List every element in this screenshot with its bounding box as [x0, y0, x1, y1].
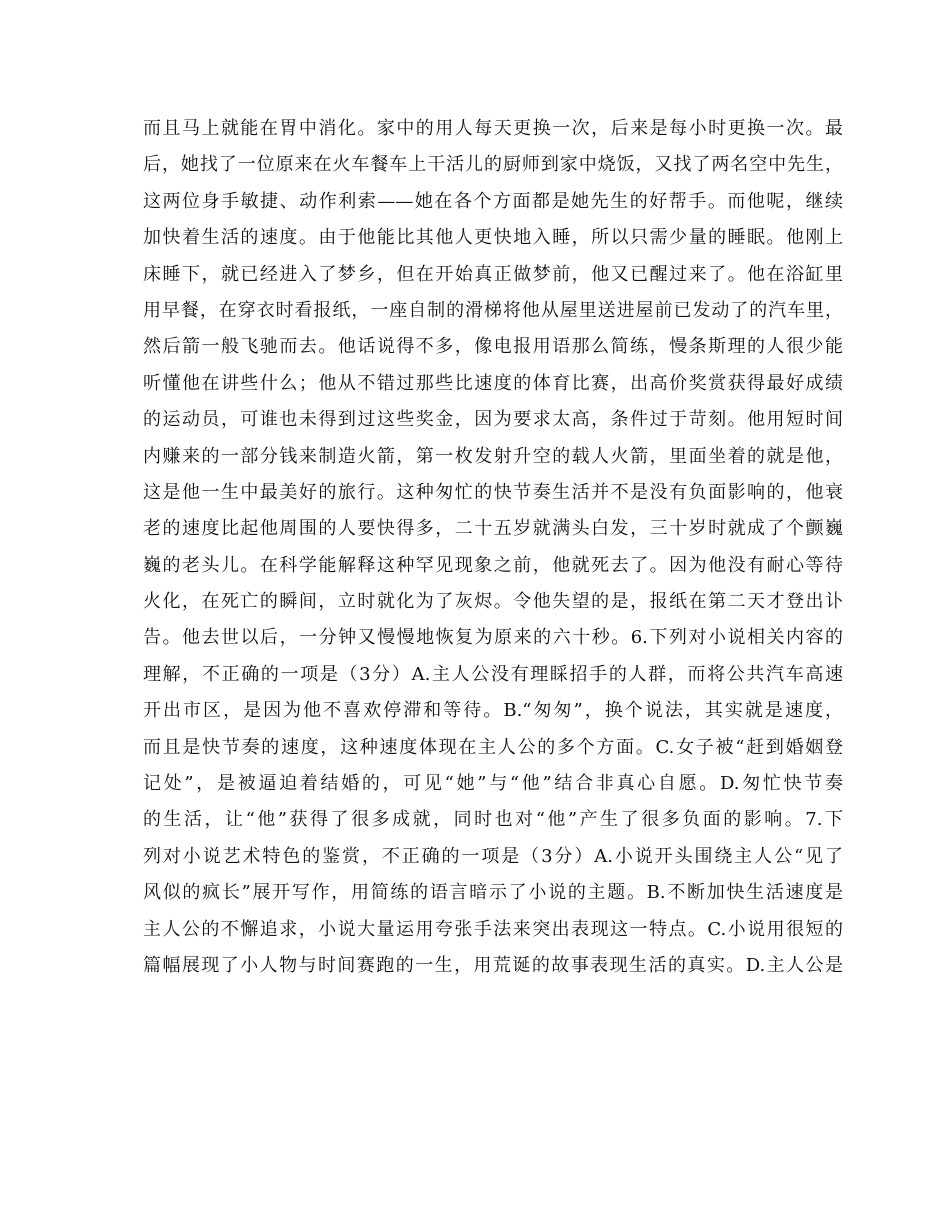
text-line: 列对小说艺术特色的鉴赏，不正确的一项是（3分）A.小说开头围绕主人公“见了 — [143, 845, 843, 867]
text-line: 理解，不正确的一项是（3分）A.主人公没有理睬招手的人群，而将公共汽车高速 — [143, 663, 843, 685]
text-line: 听懂他在讲些什么；他从不错过那些比速度的体育比赛，出高价奖赏获得最好成绩 — [143, 372, 843, 394]
text-line: 老的速度比起他周围的人要快得多，二十五岁就满头白发，三十岁时就成了个颤巍 — [143, 518, 843, 540]
text-line: 后，她找了一位原来在火车餐车上干活儿的厨师到家中烧饭，又找了两名空中先生， — [143, 154, 843, 176]
text-line: 而且是快节奏的速度，这种速度体现在主人公的多个方面。C.女子被“赶到婚姻登 — [143, 736, 843, 758]
text-line: 内赚来的一部分钱来制造火箭，第一枚发射升空的载人火箭，里面坐着的就是他， — [143, 445, 843, 467]
text-line: 风似的疯长”展开写作，用简练的语言暗示了小说的主题。B.不断加快生活速度是 — [143, 882, 843, 904]
text-line: 巍的老头儿。在科学能解释这种罕见现象之前，他就死去了。因为他没有耐心等待 — [143, 554, 843, 576]
text-line: 火化，在死亡的瞬间，立时就化为了灰烬。令他失望的是，报纸在第二天才登出讣 — [143, 591, 843, 613]
text-line: 主人公的不懈追求，小说大量运用夸张手法来突出表现这一特点。C.小说用很短的 — [143, 918, 843, 940]
body-text — [143, 111, 843, 984]
text-line: 告。他去世以后，一分钟又慢慢地恢复为原来的六十秒。6.下列对小说相关内容的 — [143, 627, 843, 649]
text-line: 而且马上就能在胃中消化。家中的用人每天更换一次，后来是每小时更换一次。最 — [143, 118, 843, 139]
text-line: 开出市区，是因为他不喜欢停滞和等待。B.“匆匆”，换个说法，其实就是速度， — [143, 700, 843, 722]
text-line: 记处”，是被逼迫着结婚的，可见“她”与“他”结合非真心自愿。D.匆忙快节奏 — [143, 773, 843, 795]
text-line: 这是他一生中最美好的旅行。这种匆忙的快节奏生活并不是没有负面影响的，他衰 — [143, 481, 843, 503]
text-line: 然后箭一般飞驰而去。他话说得不多，像电报用语那么简练，慢条斯理的人很少能 — [143, 336, 843, 358]
text-line: 篇幅展现了小人物与时间赛跑的一生，用荒诞的故事表现生活的真实。D.主人公是 — [143, 954, 843, 976]
text-line: 的生活，让“他”获得了很多成就，同时也对“他”产生了很多负面的影响。7.下 — [143, 809, 843, 831]
text-line: 这两位身手敏捷、动作利索——她在各个方面都是她先生的好帮手。而他呢，继续 — [143, 190, 843, 212]
text-line: 用早餐，在穿衣时看报纸，一座自制的滑梯将他从屋里送进屋前已发动了的汽车里， — [143, 299, 843, 321]
text-line: 加快着生活的速度。由于他能比其他人更快地入睡，所以只需少量的睡眠。他刚上 — [143, 227, 843, 249]
text-line: 的运动员，可谁也未得到过这些奖金，因为要求太高，条件过于苛刻。他用短时间 — [143, 409, 843, 431]
text-line: 床睡下，就已经进入了梦乡，但在开始真正做梦前，他又已醒过来了。他在浴缸里 — [143, 263, 843, 285]
